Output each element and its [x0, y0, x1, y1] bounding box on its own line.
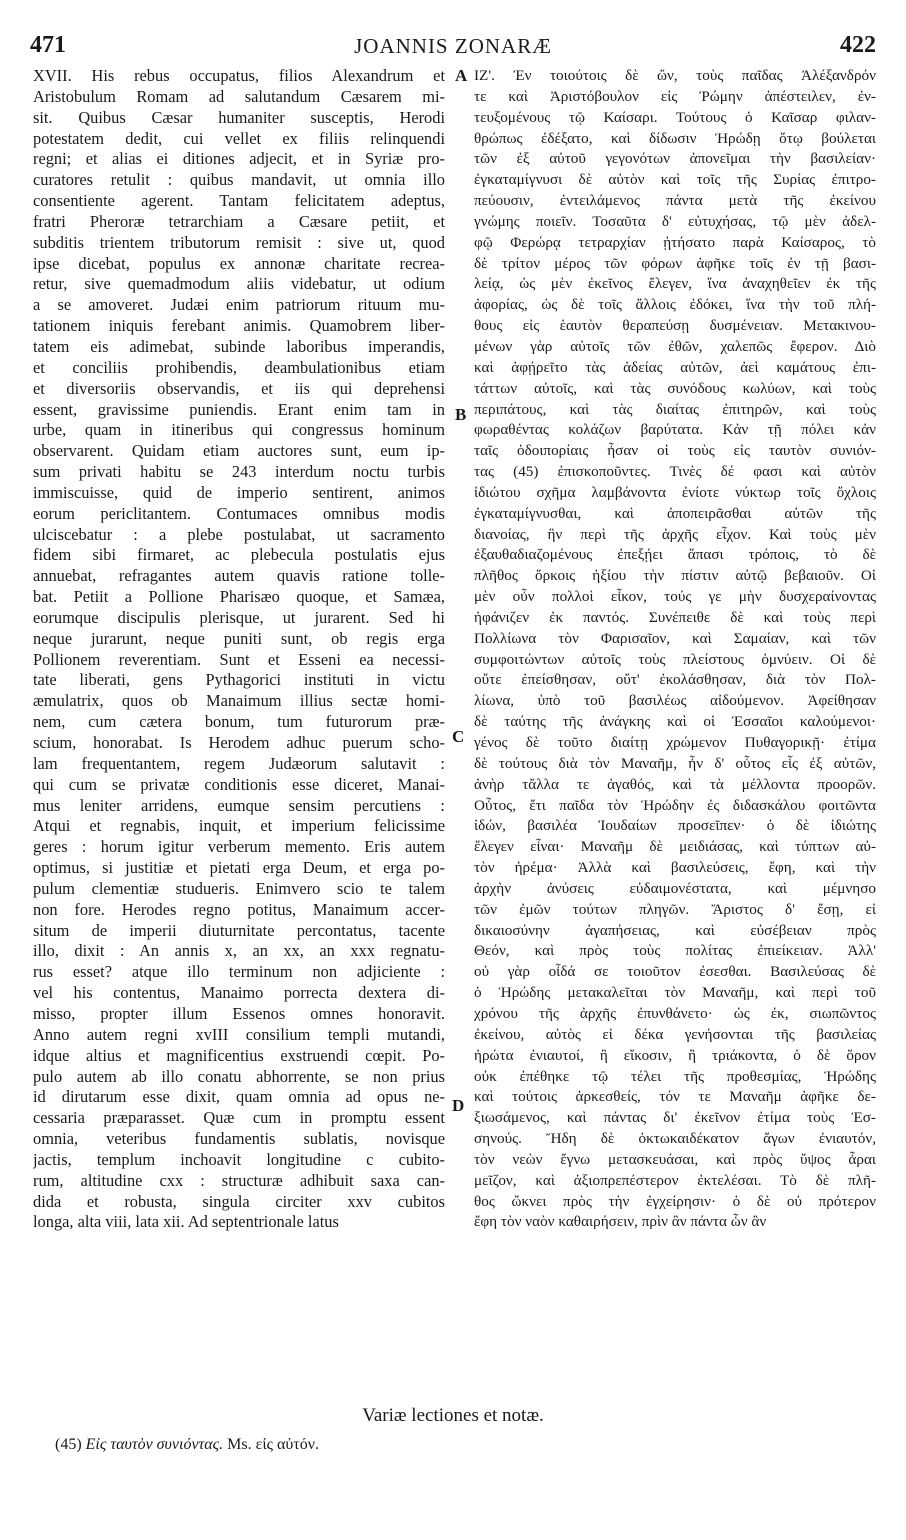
greek-line: τάττων αὐτοῖς, καὶ τὰς συνόδους κωλύων, καὶ τοὺς [474, 379, 876, 397]
latin-line: eorumque discipulis plerisque, ut jurarent. Sed hi [33, 607, 445, 627]
latin-line: ulciscebatur : a plebe postulabat, ut sacramento [33, 524, 445, 544]
latin-line: sit. Quibus Cæsar humaniter susceptis, Herodi [33, 107, 445, 127]
page-number-left: 471 [30, 32, 66, 58]
greek-line: ἐξαυθαδιαζομένους ἐπεξῄει ἅπασι τρόποις, τὸ δὲ [474, 546, 876, 564]
latin-line: mus leniter arridens, eumque sensim percutiens : [33, 795, 445, 815]
greek-line: οὔτε ἐπείσθησαν, οὔτ' ἐκολάσθησαν, διὰ τὸν Πολ- [474, 671, 876, 689]
latin-line: curatores retulit : quibus mandavit, ut omnia illo [33, 170, 445, 190]
greek-line: τὸν ἠρέμα· Ἀλλὰ καὶ βασιλεύσεις, ἔφη, καὶ τὴν [474, 859, 876, 877]
latin-line: tationem iniquis ferebant animis. Quamobrem liber- [33, 316, 445, 336]
latin-line: non fore. Herodes regno potitus, Manaimum accer- [33, 899, 445, 919]
latin-line: Aristobulum Romam ad salutandum Cæsarem mi- [33, 86, 445, 106]
latin-line: situm de imperii diuturnitate percontatus, tacente [33, 920, 445, 940]
latin-line: potestatem dedit, cui vellet ex filiis relinquendi [33, 128, 445, 148]
greek-line: θρώπως ἐδέξατο, καὶ δίδωσιν Ἡρώδῃ ὅτῳ βούλεται [474, 129, 876, 147]
greek-line: Πολλίωνα τὸν Φαρισαῖον, καὶ Σαμαίαν, καὶ τῶν [474, 629, 876, 647]
latin-column [33, 66, 445, 1233]
notes-title: Variæ lectiones et notæ. [362, 1405, 544, 1426]
latin-line: Pollionem reverentiam. Sunt et Esseni ea necessi- [33, 649, 445, 669]
greek-line: περιπάτους, καὶ τὰς διαίτας ἐπιτηρῶν, καὶ τοὺς [474, 400, 876, 418]
greek-line: τῶν ἐμῶν τούτων πληγῶν. Ἄριστος δ' ἔσῃ, εἰ [474, 900, 876, 918]
greek-line: ἐκείνου, αὐτὸς εἰ δέκα γενήσονται τῆς βασιλείας [474, 1025, 876, 1043]
greek-line: ἐγκαταμίγνυσθαι, καὶ ἀποπειρᾶσθαι αὐτῶν τῆς [474, 504, 876, 522]
greek-line: δικαιοσύνην ἀγαπήσειας, καὶ εὐσέβειαν πρὸς [474, 921, 876, 939]
greek-line: φωραθέντας κολάζων βαρύτατα. Κἀν τῇ πόλει κἀν [474, 421, 876, 439]
latin-line: eorum periclitantem. Contumaces omnibus modis [33, 503, 445, 523]
latin-line: retur, sive quemadmodum aliis videbatur, ut odium [33, 274, 445, 294]
greek-line: συμφοιτώντων αὐτοῖς τοὺς πλείστους ὀμνύειν. Οἱ δὲ [474, 650, 876, 668]
greek-line: ἀφορίας, ὡς δὲ τοῖς ἄλλοις ἐδόκει, ἵνα τὴν τοῦ πλή- [474, 296, 876, 314]
greek-line: γένος δὲ τοῦτο διαίτῃ χρώμενον Πυθαγορικῇ· ἐτίμα [474, 734, 876, 751]
latin-line: tate liberati, gens Pythagorici instituti in victu [33, 670, 445, 690]
latin-line: longa, alta viii, lata xii. Ad septentrionale latus [33, 1212, 339, 1232]
greek-line: ἰδιώτου σχῆμα λαμβάνοντα ἐνίοτε νύκτωρ τοῖς ὄχλοις [474, 483, 876, 501]
greek-line: δὲ ταύτης τῆς ἀνάγκης καὶ οἱ Ἐσσαῖοι καλούμενοι· [474, 713, 876, 731]
latin-line: idque altius et magnificentius exstruendi cœpit. Po- [33, 1045, 445, 1065]
greek-line: οὐ γὰρ οἶδά σε τοιοῦτον ἐσεσθαι. Βασιλεύσας δὲ [474, 963, 876, 981]
latin-line: Anno autem regni xvIII consilium templi mutandi, [33, 1024, 445, 1044]
greek-line: μὲν οὖν πολλοὶ εἶκον, τούς γε μὴν δυσχεραίνοντας [474, 588, 876, 606]
latin-line: nem, cum cætera bonum, tum futurorum præ- [33, 712, 445, 732]
margin-mark-b: B [455, 405, 467, 424]
latin-line: consentiente agerent. Tantam felicitatem adeptus, [33, 191, 445, 211]
greek-line: ἰδών, βασιλέα Ἰουδαίων προσεῖπεν· ὁ δὲ ἰδιώτης [474, 817, 876, 835]
margin-mark-d: D [452, 1096, 465, 1115]
latin-line: æmulatrix, quos ob Manaimum illius sectæ homi- [33, 691, 445, 711]
greek-line: Οὗτος, ἔτι παῖδα τὸν Ἡρώδην ἐς διδασκάλου φοιτῶντα [474, 796, 876, 814]
greek-line: χρόνου τῆς ἀρχῆς ἐπυνθάνετο· ὡς ἐκ, σιωπῶντος [474, 1004, 876, 1022]
latin-line: ipse dicebat, populus ex annonæ charitate recrea- [33, 253, 445, 273]
greek-line: τας (45) ἐπισκοποῦντες. Τινὲς δέ φασι καὶ αὐτὸν [474, 463, 876, 481]
latin-line: tatem eis adimebat, subinde laboribus imperandis, [33, 336, 445, 356]
latin-line: annuebat, refragantes autem quavis ratione tolle- [33, 566, 445, 586]
latin-line: dida et robusta, singula circiter xxv cubitos [33, 1191, 445, 1211]
latin-line: sum privati habitu se 243 interdum noctu turbis [33, 462, 445, 482]
latin-line: vel his contentus, Manaimo porrecta dextera di- [33, 983, 445, 1003]
latin-line: regni; et alias ei ditiones adjecit, et in Syriæ pro- [33, 149, 445, 169]
latin-line: a se amoveret. Judæi enim patriorum rituum mu- [33, 295, 445, 315]
latin-line: rum, altitudine cxx : structuræ adhibuit saxa can- [33, 1170, 445, 1190]
latin-line: illo, dixit : An annis x, an xx, an xxx regnatu- [33, 941, 445, 961]
greek-line: καὶ ἀφῄρεῖτο τὰς ἀδείας αὐτῶν, ἀεὶ καμάτους ἐπι- [474, 358, 876, 376]
greek-line: μένων γὰρ αὐτοῖς τῶν ἐθῶν, χαλεπῶς ἔφερον. Διὸ [474, 337, 876, 355]
latin-line: fidem sibi firmaret, ac plebecula postulatis ejus [33, 545, 445, 565]
greek-line: διανοίας, ἣν περὶ τῆς ἀρχῆς εἶχον. Καὶ τοὺς μὲν [474, 525, 876, 543]
greek-line: λείᾳ, ὡς μὲν ἐκεῖνος ἔλεγεν, ἵνα ἀναχηθεῖεν ἐκ τῆς [474, 275, 876, 293]
greek-line: φῷ Φερώρᾳ τετραρχίαν ᾐτήσατο παρὰ Καίσαρος, τὸ [474, 233, 876, 251]
greek-line: ΙΖ'. Ἐν τοιούτοις δὲ ὤν, τοὺς παῖδας Ἀλέξανδρόν [474, 67, 876, 84]
latin-line: immiscuisse, quid de imperio sentirent, animos [33, 482, 445, 502]
greek-line: ἔφη τὸν ναὸν καθαιρήσειν, πρὶν ἂν πάντα ὧν ἂν [474, 1213, 767, 1231]
running-header [0, 32, 906, 62]
greek-line: τῶν ἐξ αὐτοῦ γεγονότων ἀπονεῖμαι τὴν βασιλείαν· [474, 150, 876, 168]
latin-line: scium, honorabat. Is Herodem adhuc puerum scho- [33, 733, 445, 752]
greek-line: ἐγκαταμίγνυσι δὲ αὐτὸν καὶ τοῖς τῆς Συρίας ἐπιτρο- [474, 171, 876, 189]
latin-line: observarent. Quidam etiam auctores sunt, eum ip- [33, 441, 445, 461]
latin-line: optimus, si justitiæ et pietati erga Deum, et erga po- [33, 858, 445, 878]
greek-line: σηνούς. Ἤδη δὲ ὀκτωκαιδέκατον ἄγων ἐνιαυτόν, [474, 1130, 876, 1148]
greek-line: πεύουσιν, ἐντειλάμενος πάντα μετὰ τῆς ἐκείνου [474, 192, 876, 210]
latin-line: misso, propter illum Essenos omnes honoravit. [33, 1003, 445, 1023]
margin-mark-c: C [452, 727, 465, 746]
greek-line: τευξομένους τῷ Καίσαρι. Τούτους ὁ Καῖσαρ φιλαν- [474, 108, 876, 126]
greek-line: λίωνα, ὑπὸ τοῦ βασιλέως αἰδούμενον. Ἀφείθησαν [474, 692, 876, 710]
greek-line: θους εἰς ἑαυτὸν θεραπεύσῃ δυσμένειαν. Μετακινου- [474, 317, 876, 335]
greek-line: Θεόν, καὶ πρὸς τοὺς πολίτας ἐπιείκειαν. Ἀλλ' [474, 942, 876, 960]
footnote-text: Ms. εἰς αὐτόν. [227, 1436, 319, 1453]
greek-line: ἀρχὴν ἀνύσεις εὐδαιμονέστατα, καὶ μέμνησο [474, 879, 876, 897]
greek-line: καὶ τούτοις ἀρκεσθείς, τόν τε Μαναῆμ ἀφῆκε δε- [474, 1088, 876, 1106]
latin-line: subditis trientem tributorum remisit : sive ut, quod [33, 232, 445, 252]
margin-mark-a: A [455, 66, 468, 85]
footnote-greek: Εἰς ταυτὸν συνιόντας. [85, 1436, 224, 1453]
greek-line: ὁ Ἡρώδης μετακαλεῖται τὸν Μαναῆμ, καὶ περὶ τοῦ [474, 984, 876, 1002]
greek-line: γνώμης ποιεῖν. Τοσαῦτα δ' εὐτυχήσας, τῷ μὲν ἀδελ- [474, 212, 876, 230]
latin-line: pulum clementiæ studueris. Enimvero scio te talem [33, 878, 445, 898]
latin-line: bat. Petiit a Pollione Pharisæo quoque, et Samæa, [33, 587, 445, 607]
latin-line: jactis, templum inchoavit longitudine c cubito- [33, 1149, 445, 1169]
greek-column [474, 66, 876, 1233]
latin-line: pulo autem ab illo conatu abhorrente, se non prius [33, 1066, 445, 1086]
latin-line: cessaria præparasset. Quæ cum in promptu essent [33, 1108, 445, 1128]
latin-line: geres : horum igitur verberum memento. Eris autem [33, 837, 445, 857]
greek-line: μεῖζον, καὶ ἀξιοπρεπέστερον ἐκτελέσαι. Τὸ δὲ πλῆ- [474, 1171, 876, 1189]
latin-line: Atqui et regnabis, inquit, et imperium felicissime [33, 816, 445, 836]
greek-line: δὲ τρίτον μέρος τῶν φόρων ἀφῆκε τοῖς ἐν τῇ βασι- [474, 254, 876, 272]
latin-line: essent, gravissime puniendis. Erant enim tam in [33, 399, 445, 419]
latin-line: id dirutarum esse dixit, quam omnia ad opus ne- [33, 1087, 445, 1107]
latin-line: qui cum se privatæ conditionis esse diceret, Manai- [33, 774, 445, 794]
greek-line: οὐκ ἐπέθηκε τῷ τέλει τῆς προθεσμίας, Ἡρώδης [474, 1067, 876, 1085]
latin-line: et diversoriis observandis, et iis qui deprehensi [33, 378, 445, 398]
greek-line: τὸν νεὼν ἔγνω μετασκευάσαι, καὶ πρὸς ὕψος ἆραι [474, 1150, 876, 1168]
page-number-right: 422 [840, 32, 876, 58]
greek-line: θος ὤκνει πρὸς τὴν ἐγχείρησιν· ὁ δὲ οὐ πρότερον [474, 1192, 876, 1210]
greek-line: δὲ τούτους διὰ τὸν Μαναῆμ, ἦν δ' οὗτος εἷς ἐξ αὐτῶν, [474, 754, 876, 772]
latin-line: neque jurarunt, neque puniti sunt, ob regis erga [33, 628, 445, 648]
greek-line: ἀνὴρ τἄλλα τε ἀγαθός, καὶ τὰ μέλλοντα προορῶν. [474, 775, 876, 793]
greek-line: ἔλεγεν εἶναι· Μαναῆμ δὲ μειδιάσας, καὶ τύπτων αὐ- [474, 838, 876, 856]
footnote [55, 1436, 319, 1454]
greek-line: ἠφάνιζεν ἐκ παντός. Συνέπειθε δὲ καὶ τοὺς περὶ [474, 608, 876, 626]
greek-line: πλῆθος ὅρκοις ἠξίου τὴν πίστιν αὐτῷ βεβαιοῦν. Οἱ [474, 567, 876, 585]
latin-line: urbe, quam in itineribus qui congressus hominum [33, 420, 445, 440]
footnote-number: (45) [55, 1436, 82, 1453]
latin-line: et conciliis prohibendis, deambulationibus etiam [33, 357, 445, 377]
latin-line: XVII. His rebus occupatus, filios Alexandrum et [33, 66, 445, 85]
greek-line: ἠρώτα ἐνιαυτοί, ἢ εἴκοσιν, ἢ τριάκοντα, ὁ δὲ ὅρον [474, 1046, 876, 1064]
greek-line: τε καὶ Ἀριστόβουλον εἰς Ῥώμην ἀπέστειλεν, ἐν- [474, 87, 876, 105]
latin-line: lam frequentantem, regem Judæorum salutavit : [33, 753, 445, 773]
running-title: JOANNIS ZONARÆ [354, 34, 552, 58]
greek-line: ξιωσάμενος, καὶ πάντας δι' ἐκεῖνον ἐτίμα τοὺς Ἐσ- [474, 1109, 876, 1127]
latin-line: rus esset? atque illo terminum non adjiciente : [33, 962, 445, 982]
latin-line: fratri Pheroræ tetrarchiam a Cæsare petiit, et [33, 211, 445, 231]
greek-line: ταῖς ὁδοιπορίαις ἦσαν οἱ τοὺς εἰς ταυτὸν συνιόν- [474, 442, 876, 460]
latin-line: omnia, veteribus fundamentis sublatis, novisque [33, 1129, 445, 1149]
